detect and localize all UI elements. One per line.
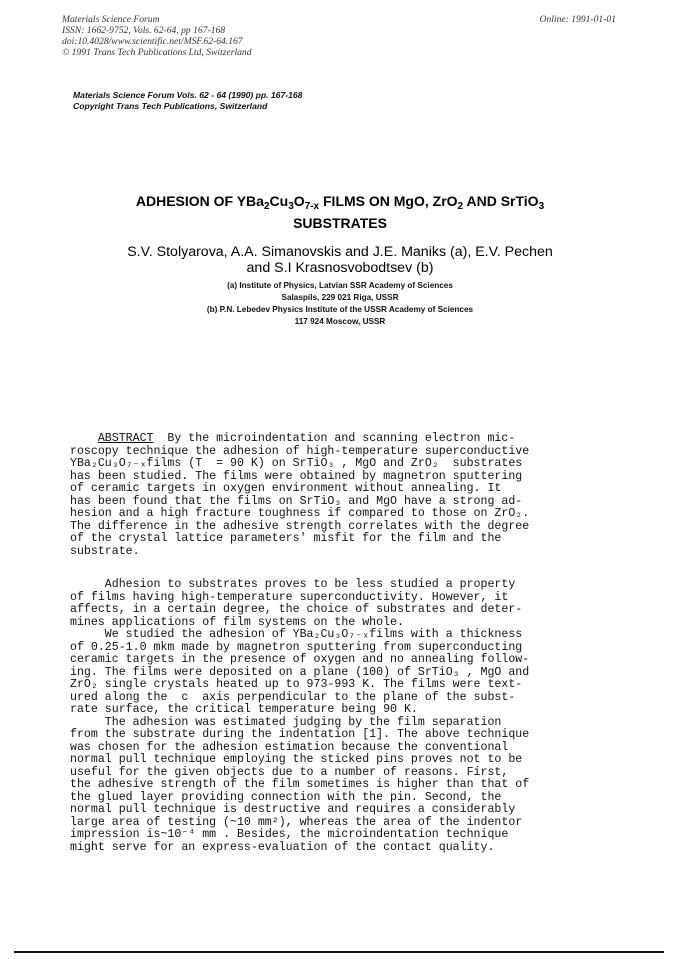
body-line: might serve for an express-evaluation of the contact quality. (70, 840, 495, 854)
series-citation (73, 90, 302, 112)
copyright-line: © 1991 Trans Tech Publications Ltd, Switzerland (62, 47, 252, 58)
title-subscript: 2 (457, 201, 464, 212)
abstract-text: By the microindentation and scanning electron mic- (153, 432, 516, 445)
body-line: mines applications of film systems on the whole. (70, 615, 404, 629)
doi-line[interactable]: doi:10.4028/www.scientific.net/MSF.62-64.167 (62, 36, 243, 47)
paper-title (70, 193, 610, 231)
authors-line-2: and S.I Krasnosvobodtsev (b) (246, 260, 434, 276)
body-line: ured along the c axis perpendicular to the plane of the subst- (70, 690, 516, 704)
body-line: affects, in a certain degree, the choice of substrates and deter- (70, 603, 523, 616)
body-line: ZrO₂ single crystals heated up to 973-993 K. The films were text- (70, 678, 523, 691)
authors-line-1: S.V. Stolyarova, A.A. Simanovskis and J.E. Maniks (a), E.V. Pechen (127, 244, 553, 260)
body-line: large area of testing (~10 mm²), whereas the area of the indentor (70, 815, 523, 829)
abstract-line: roscopy technique the adhesion of high-temperature superconductive (70, 444, 530, 458)
abstract (70, 433, 610, 558)
body-line: ing. The films were deposited on a plane (100) of SrTiO₃ , MgO and (70, 665, 530, 679)
author-list (60, 244, 620, 276)
affiliation-line: 117 924 Moscow, USSR (294, 317, 386, 326)
title-subscript: 2 (263, 201, 270, 212)
abstract-line: of ceramic targets in oxygen environment without annealing. It (70, 482, 502, 495)
abstract-line: substrate. (70, 544, 140, 558)
body-line: useful for the given objects due to a number of reasons. First, (70, 765, 509, 779)
affiliation-line: (b) P.N. Lebedev Physics Institute of the USSR Academy of Sciences (206, 305, 474, 314)
body-line: of 0.25-1.0 mkm made by magnetron sputtering from superconducting (70, 640, 523, 654)
online-date: Online: 1991-01-01 (539, 14, 616, 25)
body-line: was chosen for the adhesion estimation because the conventional (70, 740, 509, 754)
title-subscript: 7-x (304, 201, 320, 212)
body-line: of films having high-temperature superconductivity. However, it (70, 590, 509, 604)
abstract-line: hesion and a high fracture toughness if compared to those on ZrO₂. (70, 507, 530, 520)
issn-line: ISSN: 1662-9752, Vols. 62-64, pp 167-168 (62, 25, 226, 36)
abstract-line: YBa₂Cu₃O₇₋ₓfilms (T = 90 K) on SrTiO₃ , MgO and ZrO₂ substrates (70, 457, 523, 470)
affiliation-line: (a) Institute of Physics, Latvian SSR Academy of Sciences (227, 281, 453, 290)
body-line: rate surface, the critical temperature being 90 K. (70, 703, 418, 716)
body-line: normal pull technique is destructive and requires a considerably (70, 803, 516, 816)
affiliations (60, 280, 620, 328)
body-line: ceramic targets in the presence of oxygen and no annealing follow- (70, 653, 530, 666)
abstract-line: has been found that the films on SrTiO₃ and MgO have a strong ad- (70, 494, 523, 508)
series-volume-line: Materials Science Forum Vols. 62 - 64 (1990) pp. 167-168 (73, 90, 303, 100)
title-part: FILMS ON MgO, ZrO (319, 193, 458, 209)
abstract-line: The difference in the adhesive strength correlates with the degree (70, 519, 530, 533)
affiliation-line: Salaspils, 229 021 Riga, USSR (281, 293, 399, 302)
abstract-first-line (70, 433, 610, 446)
title-line-2: SUBSTRATES (293, 215, 387, 231)
body-line: We studied the adhesion of YBa₂Cu₃O₇₋ₓfilms with a thickness (70, 628, 523, 641)
title-subscript: 3 (538, 201, 545, 212)
abstract-line: has been studied. The films were obtained by magnetron sputtering (70, 469, 523, 483)
body-line: the adhesive strength of the film sometimes is higher than that of (70, 778, 530, 791)
body-line: from the substrate during the indentation [1]. The above technique (70, 728, 530, 741)
title-part: AND SrTiO (463, 193, 539, 209)
journal-name: Materials Science Forum (62, 14, 160, 25)
body-text (70, 579, 610, 854)
page-bottom-rule (14, 951, 664, 953)
title-line-1 (70, 193, 610, 215)
title-subscript: 3 (288, 201, 294, 212)
title-part: O (293, 193, 305, 209)
body-line: normal pull technique employing the sticked pins proves not to be (70, 753, 523, 766)
title-part: Cu (269, 193, 289, 209)
publication-metadata (62, 14, 252, 58)
title-part: ADHESION OF YBa (135, 193, 264, 209)
body-line: Adhesion to substrates proves to be less studied a property (70, 578, 516, 591)
body-line: the glued layer providing connection with the pin. Second, the (70, 790, 502, 804)
abstract-label: ABSTRACT (97, 432, 154, 445)
body-line: impression is~10⁻⁴ mm . Besides, the microindentation technique (70, 828, 509, 841)
series-copyright-line: Copyright Trans Tech Publications, Switzerland (73, 101, 268, 111)
body-line: The adhesion was estimated judging by the film separation (70, 715, 502, 729)
abstract-line: of the crystal lattice parameters' misfit for the film and the (70, 532, 502, 545)
